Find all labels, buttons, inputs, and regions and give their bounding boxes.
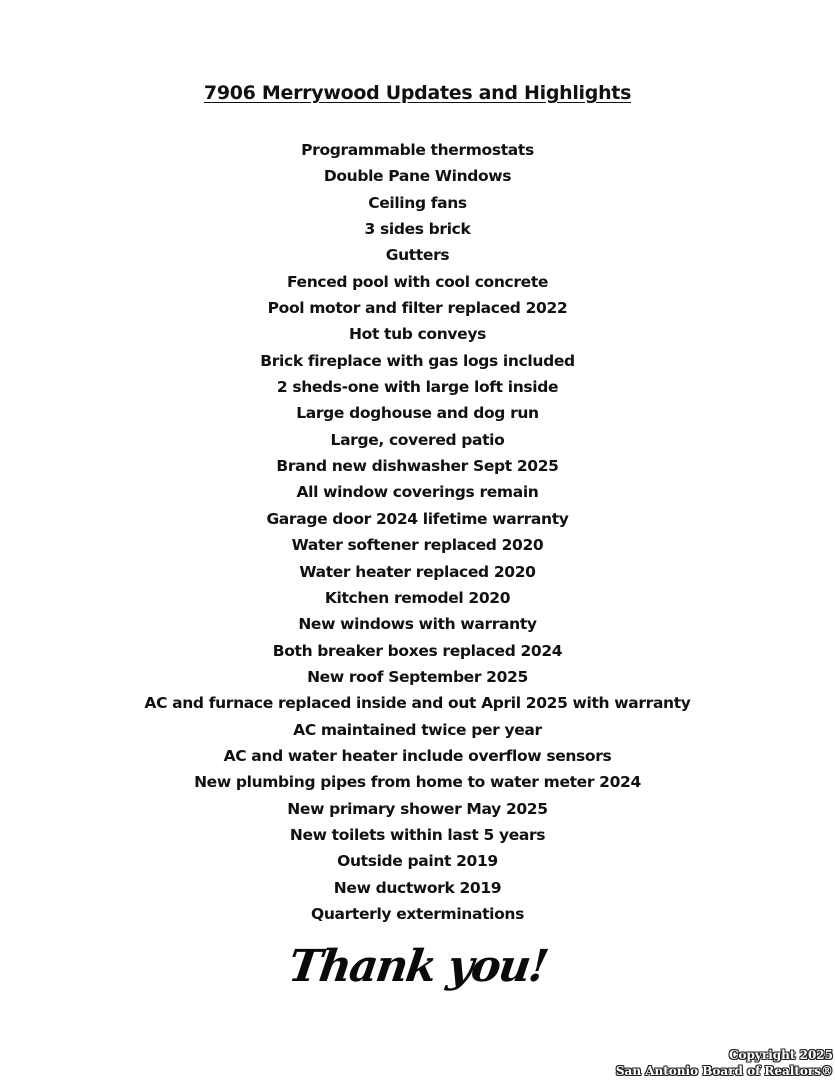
copyright-line-1: Copyright 2025	[728, 1048, 833, 1062]
page-title: 7906 Merrywood Updates and Highlights	[203, 82, 632, 104]
highlight-item: Fenced pool with cool concrete	[286, 272, 549, 291]
highlight-item: Ceiling fans	[368, 193, 467, 212]
highlight-item: Double Pane Windows	[323, 167, 512, 186]
thank-you-closing: Thank you!	[285, 941, 550, 992]
highlight-item: All window coverings remain	[296, 483, 539, 502]
highlight-item: Brand new dishwasher Sept 2025	[276, 457, 559, 476]
highlight-item: AC and furnace replaced inside and out April 2025 with warranty	[144, 694, 691, 713]
copyright-watermark	[616, 1047, 833, 1079]
highlight-item: Programmable thermostats	[301, 141, 534, 159]
highlight-item: Brick fireplace with gas logs included	[260, 351, 575, 370]
highlight-item: Gutters	[385, 246, 450, 265]
highlight-item: New toilets within last 5 years	[289, 825, 546, 844]
highlight-item: New primary shower May 2025	[287, 799, 548, 818]
highlight-item: Large, covered patio	[330, 430, 505, 449]
highlight-item: Hot tub conveys	[349, 325, 486, 344]
highlight-item: New windows with warranty	[298, 615, 537, 634]
highlight-item: Quarterly exterminations	[311, 904, 524, 923]
highlights-list	[0, 137, 835, 927]
copyright-line-2: San Antonio Board of Realtors®	[615, 1064, 833, 1078]
highlight-item: New plumbing pipes from home to water meter 2024	[194, 773, 641, 792]
highlight-item: Pool motor and filter replaced 2022	[267, 299, 568, 318]
highlight-item: Garage door 2024 lifetime warranty	[266, 509, 569, 528]
highlight-item: New roof September 2025	[307, 667, 528, 686]
highlight-item: 2 sheds-one with large loft inside	[276, 378, 559, 397]
highlight-item: AC maintained twice per year	[293, 720, 542, 739]
highlight-item: Both breaker boxes replaced 2024	[272, 641, 563, 660]
highlight-item: Large doghouse and dog run	[296, 404, 539, 423]
highlight-item: Water softener replaced 2020	[291, 536, 544, 555]
highlight-item: Kitchen remodel 2020	[324, 588, 511, 607]
highlight-item: New ductwork 2019	[333, 878, 502, 897]
highlight-item: 3 sides brick	[364, 220, 471, 239]
highlight-item: AC and water heater include overflow sensors	[223, 746, 612, 765]
highlight-item: Outside paint 2019	[337, 852, 498, 871]
highlight-item: Water heater replaced 2020	[299, 562, 536, 581]
